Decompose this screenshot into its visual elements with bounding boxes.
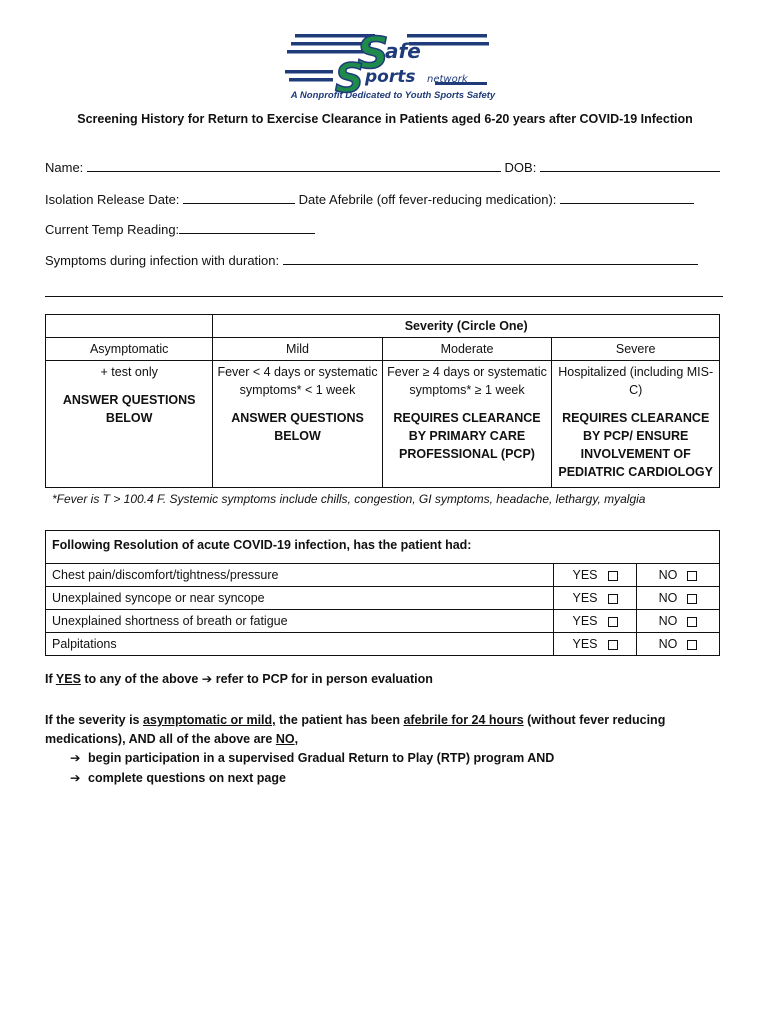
checkbox-icon[interactable]: [608, 594, 618, 604]
yes-option[interactable]: YES: [554, 633, 637, 656]
severity-desc: Hospitalized (including MIS-C): [558, 365, 714, 397]
rtp-eligibility-paragraph: If the severity is asymptomatic or mild, the patient has been afebrile for 24 hours (without fever reducing medications), AND all of the above are NO,: [45, 713, 666, 746]
table-row: [46, 610, 720, 633]
severity-action: ANSWER QUESTIONS BELOW: [231, 411, 364, 443]
checkbox-icon[interactable]: [687, 617, 697, 627]
name-label: Name:: [45, 160, 84, 175]
severity-option-mild[interactable]: Mild: [213, 338, 382, 361]
name-dob-row: [45, 160, 720, 175]
checkbox-icon[interactable]: [687, 594, 697, 604]
isolation-date-field[interactable]: [183, 192, 295, 204]
list-item: ➔ complete questions on next page: [70, 771, 286, 785]
arrow-right-icon: ➔: [70, 771, 81, 785]
questions-header: Following Resolution of acute COVID-19 infection, has the patient had:: [46, 531, 720, 564]
table-row: [46, 564, 720, 587]
afebrile-date-field[interactable]: [560, 192, 694, 204]
no-option[interactable]: NO: [637, 587, 720, 610]
table-row: [46, 633, 720, 656]
logo-tagline: A Nonprofit Dedicated to Youth Sports Safety: [290, 90, 496, 101]
dob-label: DOB:: [504, 160, 537, 175]
temp-field[interactable]: [179, 222, 315, 234]
severity-desc: Fever < 4 days or systematic symptoms* < 1 week: [217, 365, 378, 397]
isolation-afebrile-row: [45, 192, 694, 207]
severity-option-severe[interactable]: Severe: [552, 338, 720, 361]
no-option[interactable]: NO: [637, 633, 720, 656]
checkbox-icon[interactable]: [608, 571, 618, 581]
table-row: [46, 587, 720, 610]
severity-action: ANSWER QUESTIONS BELOW: [62, 393, 196, 425]
symptoms-row: [45, 253, 698, 268]
svg-text:S: S: [335, 56, 364, 102]
question-text: Unexplained syncope or near syncope: [46, 587, 554, 610]
temp-label: Current Temp Reading:: [45, 222, 180, 237]
severity-cell-moderate: [382, 361, 552, 488]
question-text: Palpitations: [46, 633, 554, 656]
severity-action: REQUIRES CLEARANCE BY PRIMARY CARE PROFESSIONAL (PCP): [393, 411, 541, 461]
name-field[interactable]: [87, 160, 501, 172]
severity-cell-severe: [552, 361, 720, 488]
no-option[interactable]: NO: [637, 610, 720, 633]
svg-text:S: S: [357, 28, 389, 79]
arrow-right-icon: ➔: [201, 672, 213, 686]
arrow-right-icon: ➔: [70, 751, 81, 765]
severity-option-asymptomatic[interactable]: Asymptomatic: [46, 338, 213, 361]
question-text: Chest pain/discomfort/tightness/pressure: [46, 564, 554, 587]
form-title: Screening History for Return to Exercise Clearance in Patients aged 6-20 years after COVID-19 Infection: [77, 112, 693, 126]
severity-header: Severity (Circle One): [213, 315, 720, 338]
yes-option[interactable]: YES: [554, 564, 637, 587]
severity-action: REQUIRES CLEARANCE BY PCP/ ENSURE INVOLVEMENT OF PEDIATRIC CARDIOLOGY: [558, 411, 713, 479]
severity-desc: + test only: [100, 365, 158, 379]
isolation-label: Isolation Release Date:: [45, 192, 180, 207]
severity-cell-mild: [213, 361, 382, 488]
severity-desc: Fever ≥ 4 days or systematic symptoms* ≥ 1 week: [387, 365, 547, 397]
question-text: Unexplained shortness of breath or fatigue: [46, 610, 554, 633]
severity-cell-asymptomatic: [46, 361, 213, 488]
temp-row: [45, 222, 315, 237]
severity-option-moderate[interactable]: Moderate: [382, 338, 552, 361]
logo-word-afe: afe: [385, 39, 421, 63]
symptoms-label: Symptoms during infection with duration:: [45, 253, 280, 268]
checkbox-icon[interactable]: [687, 640, 697, 650]
severity-footnote: *Fever is T > 100.4 F. Systemic symptoms include chills, congestion, GI symptoms, headache, lethargy, myalgia: [52, 492, 646, 506]
symptoms-field-continued[interactable]: [45, 296, 723, 297]
dob-field[interactable]: [540, 160, 720, 172]
questions-table: [45, 530, 720, 656]
logo-word-network: network: [427, 74, 468, 85]
afebrile-label: Date Afebrile (off fever-reducing medication):: [298, 192, 557, 207]
checkbox-icon[interactable]: [687, 571, 697, 581]
severity-table: [45, 314, 720, 488]
checkbox-icon[interactable]: [608, 617, 618, 627]
yes-option[interactable]: YES: [554, 610, 637, 633]
logo-word-ports: ports: [365, 67, 416, 87]
yes-option[interactable]: YES: [554, 587, 637, 610]
checkbox-icon[interactable]: [608, 640, 618, 650]
list-item: ➔ begin participation in a supervised Gradual Return to Play (RTP) program AND: [70, 751, 555, 765]
referral-instruction: If YES to any of the above ➔ refer to PCP for in person evaluation: [45, 672, 433, 686]
symptoms-field[interactable]: [283, 253, 698, 265]
no-option[interactable]: NO: [637, 564, 720, 587]
